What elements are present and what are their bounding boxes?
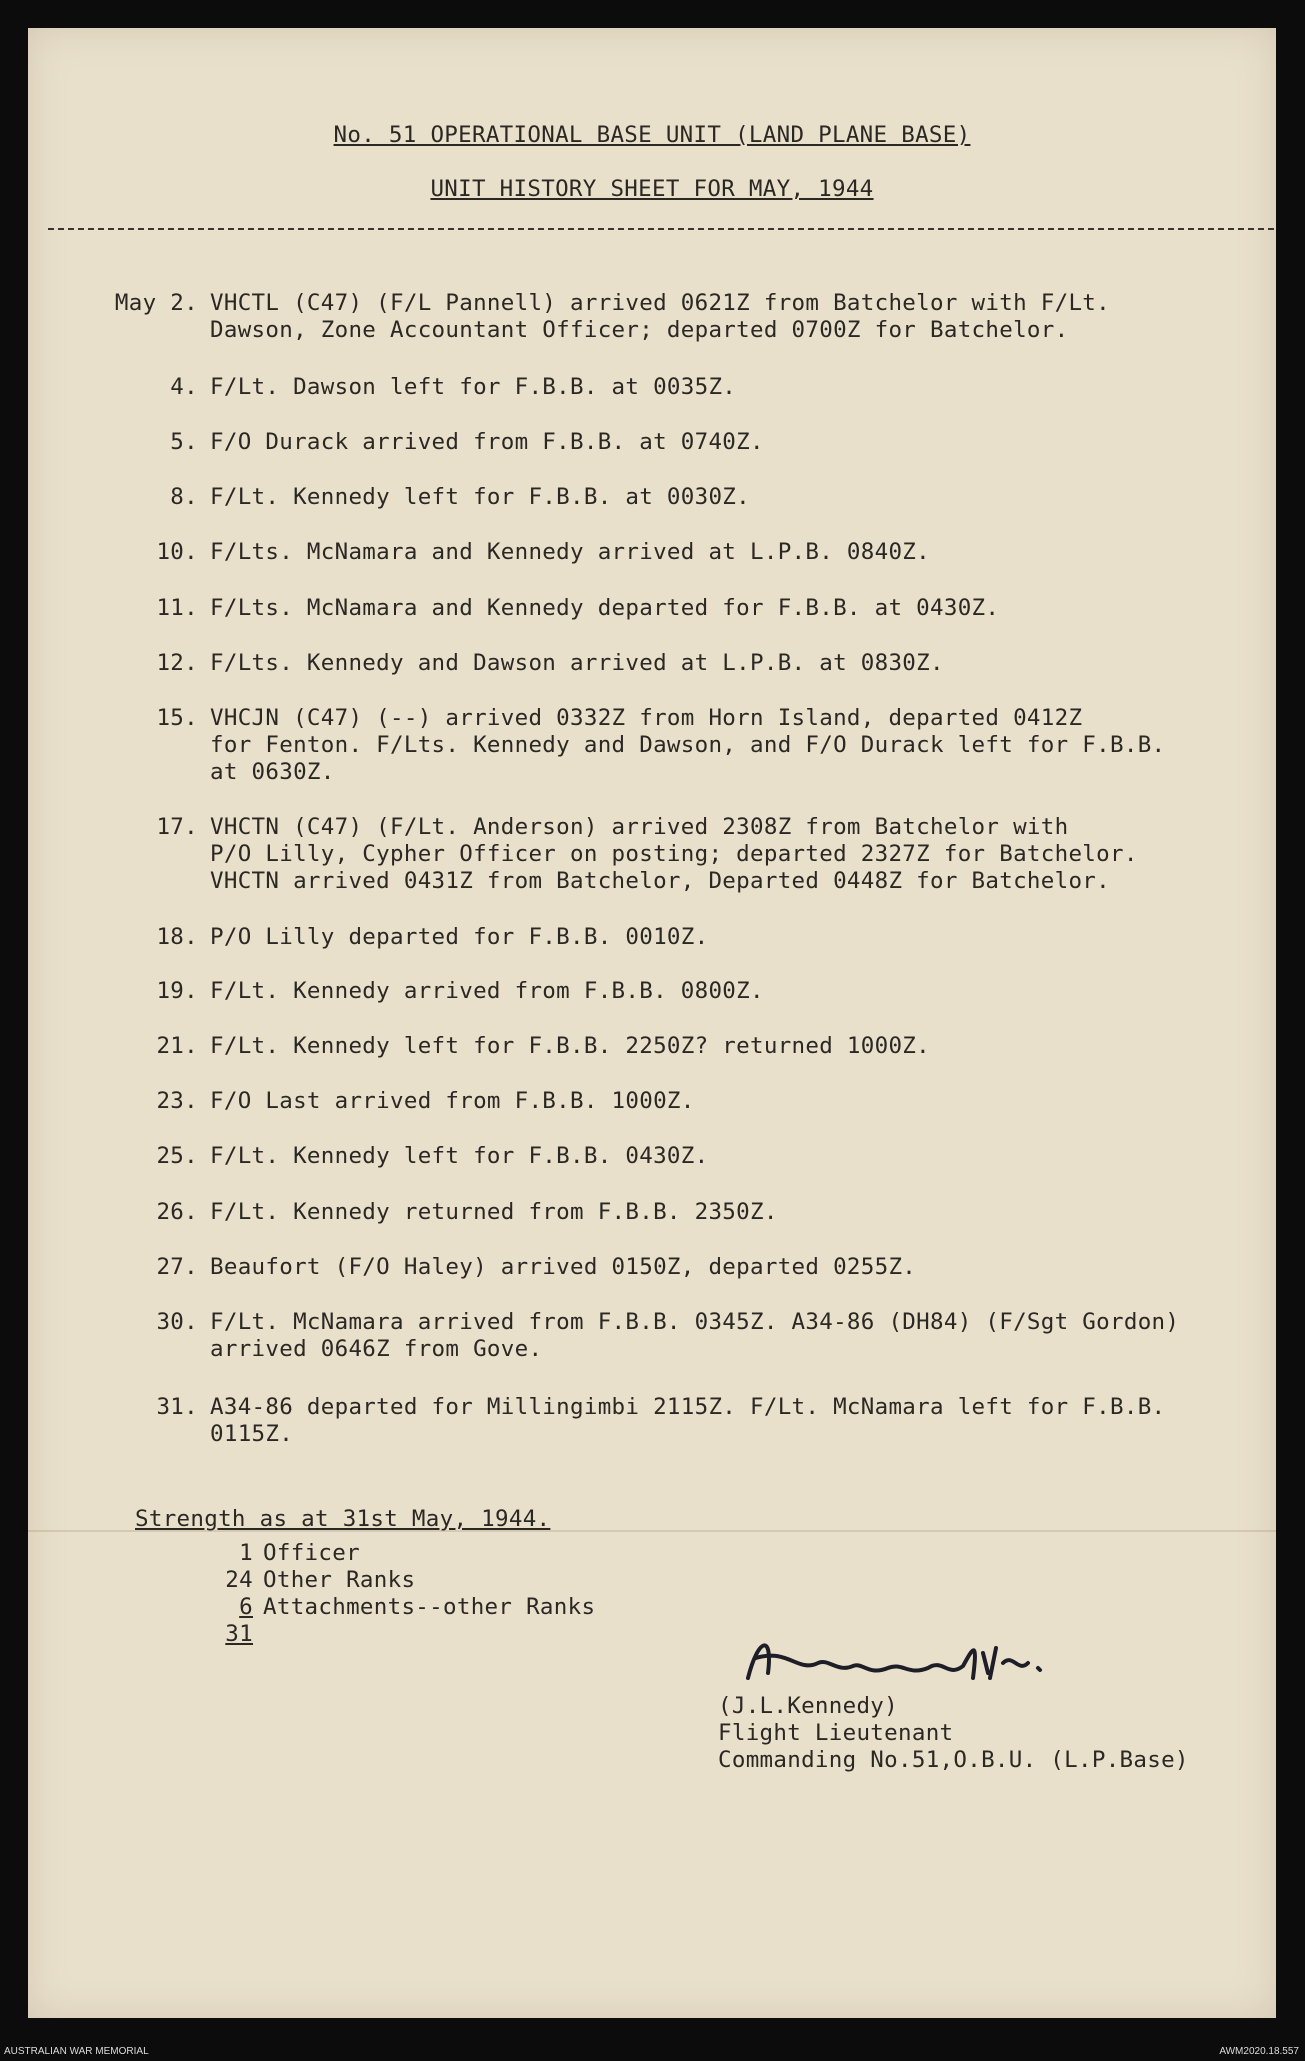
strength-list	[225, 1540, 595, 1648]
entry-day: 5.	[170, 429, 198, 455]
history-entry	[28, 1088, 695, 1115]
entry-text: VHCJN (C47) (--) arrived 0332Z from Horn Island, departed 0412Z for Fenton. F/Lts. Kennedy and Dawson, and F/O Durack left for F.B.B. at 0630Z.	[210, 705, 1166, 785]
entry-day: 8.	[170, 484, 198, 510]
document-title: No. 51 OPERATIONAL BASE UNIT (LAND PLANE BASE)	[333, 122, 971, 148]
entry-text: F/Lt. Kennedy arrived from F.B.B. 0800Z.	[210, 978, 764, 1004]
entry-text: A34-86 departed for Millingimbi 2115Z. F/Lt. McNamara left for F.B.B. 0115Z.	[210, 1394, 1166, 1447]
strength-label: Other Ranks	[263, 1567, 416, 1593]
header-divider	[48, 228, 1274, 230]
history-entry	[28, 429, 764, 456]
entry-day: 11.	[156, 595, 198, 621]
strength-row	[225, 1540, 595, 1567]
entry-day: 31.	[156, 1394, 198, 1420]
signatory-role: Commanding No.51,O.B.U. (L.P.Base)	[718, 1747, 1189, 1773]
history-entry	[28, 484, 750, 511]
history-entry	[28, 539, 930, 566]
entry-day: 4.	[170, 374, 198, 400]
history-entry	[28, 924, 708, 951]
strength-count: 6	[239, 1594, 253, 1620]
entry-text: F/O Last arrived from F.B.B. 1000Z.	[210, 1088, 695, 1114]
footer-right: AWM2020.18.557	[1219, 2046, 1299, 2057]
history-entry	[28, 1143, 708, 1170]
entry-day: 27.	[156, 1254, 198, 1280]
history-entry	[28, 1254, 916, 1281]
document-subtitle: UNIT HISTORY SHEET FOR MAY, 1944	[430, 176, 874, 202]
entry-text: VHCTN (C47) (F/Lt. Anderson) arrived 2308Z from Batchelor with P/O Lilly, Cypher Officer on posting; departed 2327Z for Batchelor. VHCTN arrived 0431Z from Batchelor, Departed 0448Z for Batchelor.	[210, 814, 1138, 894]
history-entry	[28, 650, 944, 677]
history-entry	[28, 1394, 1165, 1448]
history-entry	[28, 705, 1165, 786]
entry-day: 21.	[156, 1033, 198, 1059]
handwritten-signature	[728, 1618, 1128, 1698]
strength-row	[225, 1567, 595, 1594]
strength-count: 24	[225, 1567, 253, 1593]
entry-text: F/Lts. Kennedy and Dawson arrived at L.P.B. at 0830Z.	[210, 650, 944, 676]
entry-text: P/O Lilly departed for F.B.B. 0010Z.	[210, 924, 709, 950]
signatory-rank: Flight Lieutenant	[718, 1720, 954, 1746]
entry-text: F/Lts. McNamara and Kennedy arrived at L.P.B. 0840Z.	[210, 539, 930, 565]
entry-day: 23.	[156, 1088, 198, 1114]
entry-text: F/Lt. Kennedy left for F.B.B. 0430Z.	[210, 1143, 709, 1169]
strength-label: Officer	[263, 1540, 360, 1566]
document-page	[28, 28, 1276, 2018]
entry-day: May 2.	[114, 290, 198, 316]
entry-text: F/Lt. McNamara arrived from F.B.B. 0345Z. A34-86 (DH84) (F/Sgt Gordon) arrived 0646Z from Gove.	[210, 1309, 1180, 1362]
entry-text: F/Lt. Kennedy left for F.B.B. at 0030Z.	[210, 484, 750, 510]
entry-day: 25.	[156, 1143, 198, 1169]
strength-total: 31	[225, 1621, 253, 1647]
entry-day: 17.	[156, 814, 198, 840]
entry-text: VHCTL (C47) (F/L Pannell) arrived 0621Z from Batchelor with F/Lt. Dawson, Zone Accountant Officer; departed 0700Z for Batchelor.	[210, 290, 1110, 343]
strength-row	[225, 1594, 595, 1621]
history-entry	[28, 1309, 1179, 1363]
entry-text: Beaufort (F/O Haley) arrived 0150Z, departed 0255Z.	[210, 1254, 917, 1280]
entry-text: F/Lts. McNamara and Kennedy departed for F.B.B. at 0430Z.	[210, 595, 1000, 621]
entry-text: F/Lt. Kennedy returned from F.B.B. 2350Z.	[210, 1199, 778, 1225]
history-entry	[28, 595, 999, 622]
strength-count: 1	[239, 1540, 253, 1566]
entry-day: 10.	[156, 539, 198, 565]
entry-day: 19.	[156, 978, 198, 1004]
history-entry	[28, 1199, 778, 1226]
strength-total-row	[225, 1621, 595, 1648]
entry-text: F/O Durack arrived from F.B.B. at 0740Z.	[210, 429, 764, 455]
history-entry	[28, 1033, 930, 1060]
entry-day: 15.	[156, 705, 198, 731]
strength-heading: Strength as at 31st May, 1944.	[135, 1506, 551, 1532]
entry-day: 30.	[156, 1309, 198, 1335]
history-entry	[28, 374, 736, 401]
entry-day: 12.	[156, 650, 198, 676]
entry-text: F/Lt. Dawson left for F.B.B. at 0035Z.	[210, 374, 737, 400]
strength-label: Attachments--other Ranks	[263, 1594, 596, 1620]
signature-block	[718, 1693, 1189, 1774]
entry-day: 18.	[156, 924, 198, 950]
history-entry	[28, 290, 1110, 344]
history-entry	[28, 978, 764, 1005]
entry-day: 26.	[156, 1199, 198, 1225]
entry-text: F/Lt. Kennedy left for F.B.B. 2250Z? returned 1000Z.	[210, 1033, 930, 1059]
history-entry	[28, 814, 1138, 895]
footer-left: AUSTRALIAN WAR MEMORIAL	[4, 2046, 149, 2057]
signatory-name: (J.L.Kennedy)	[718, 1693, 898, 1719]
